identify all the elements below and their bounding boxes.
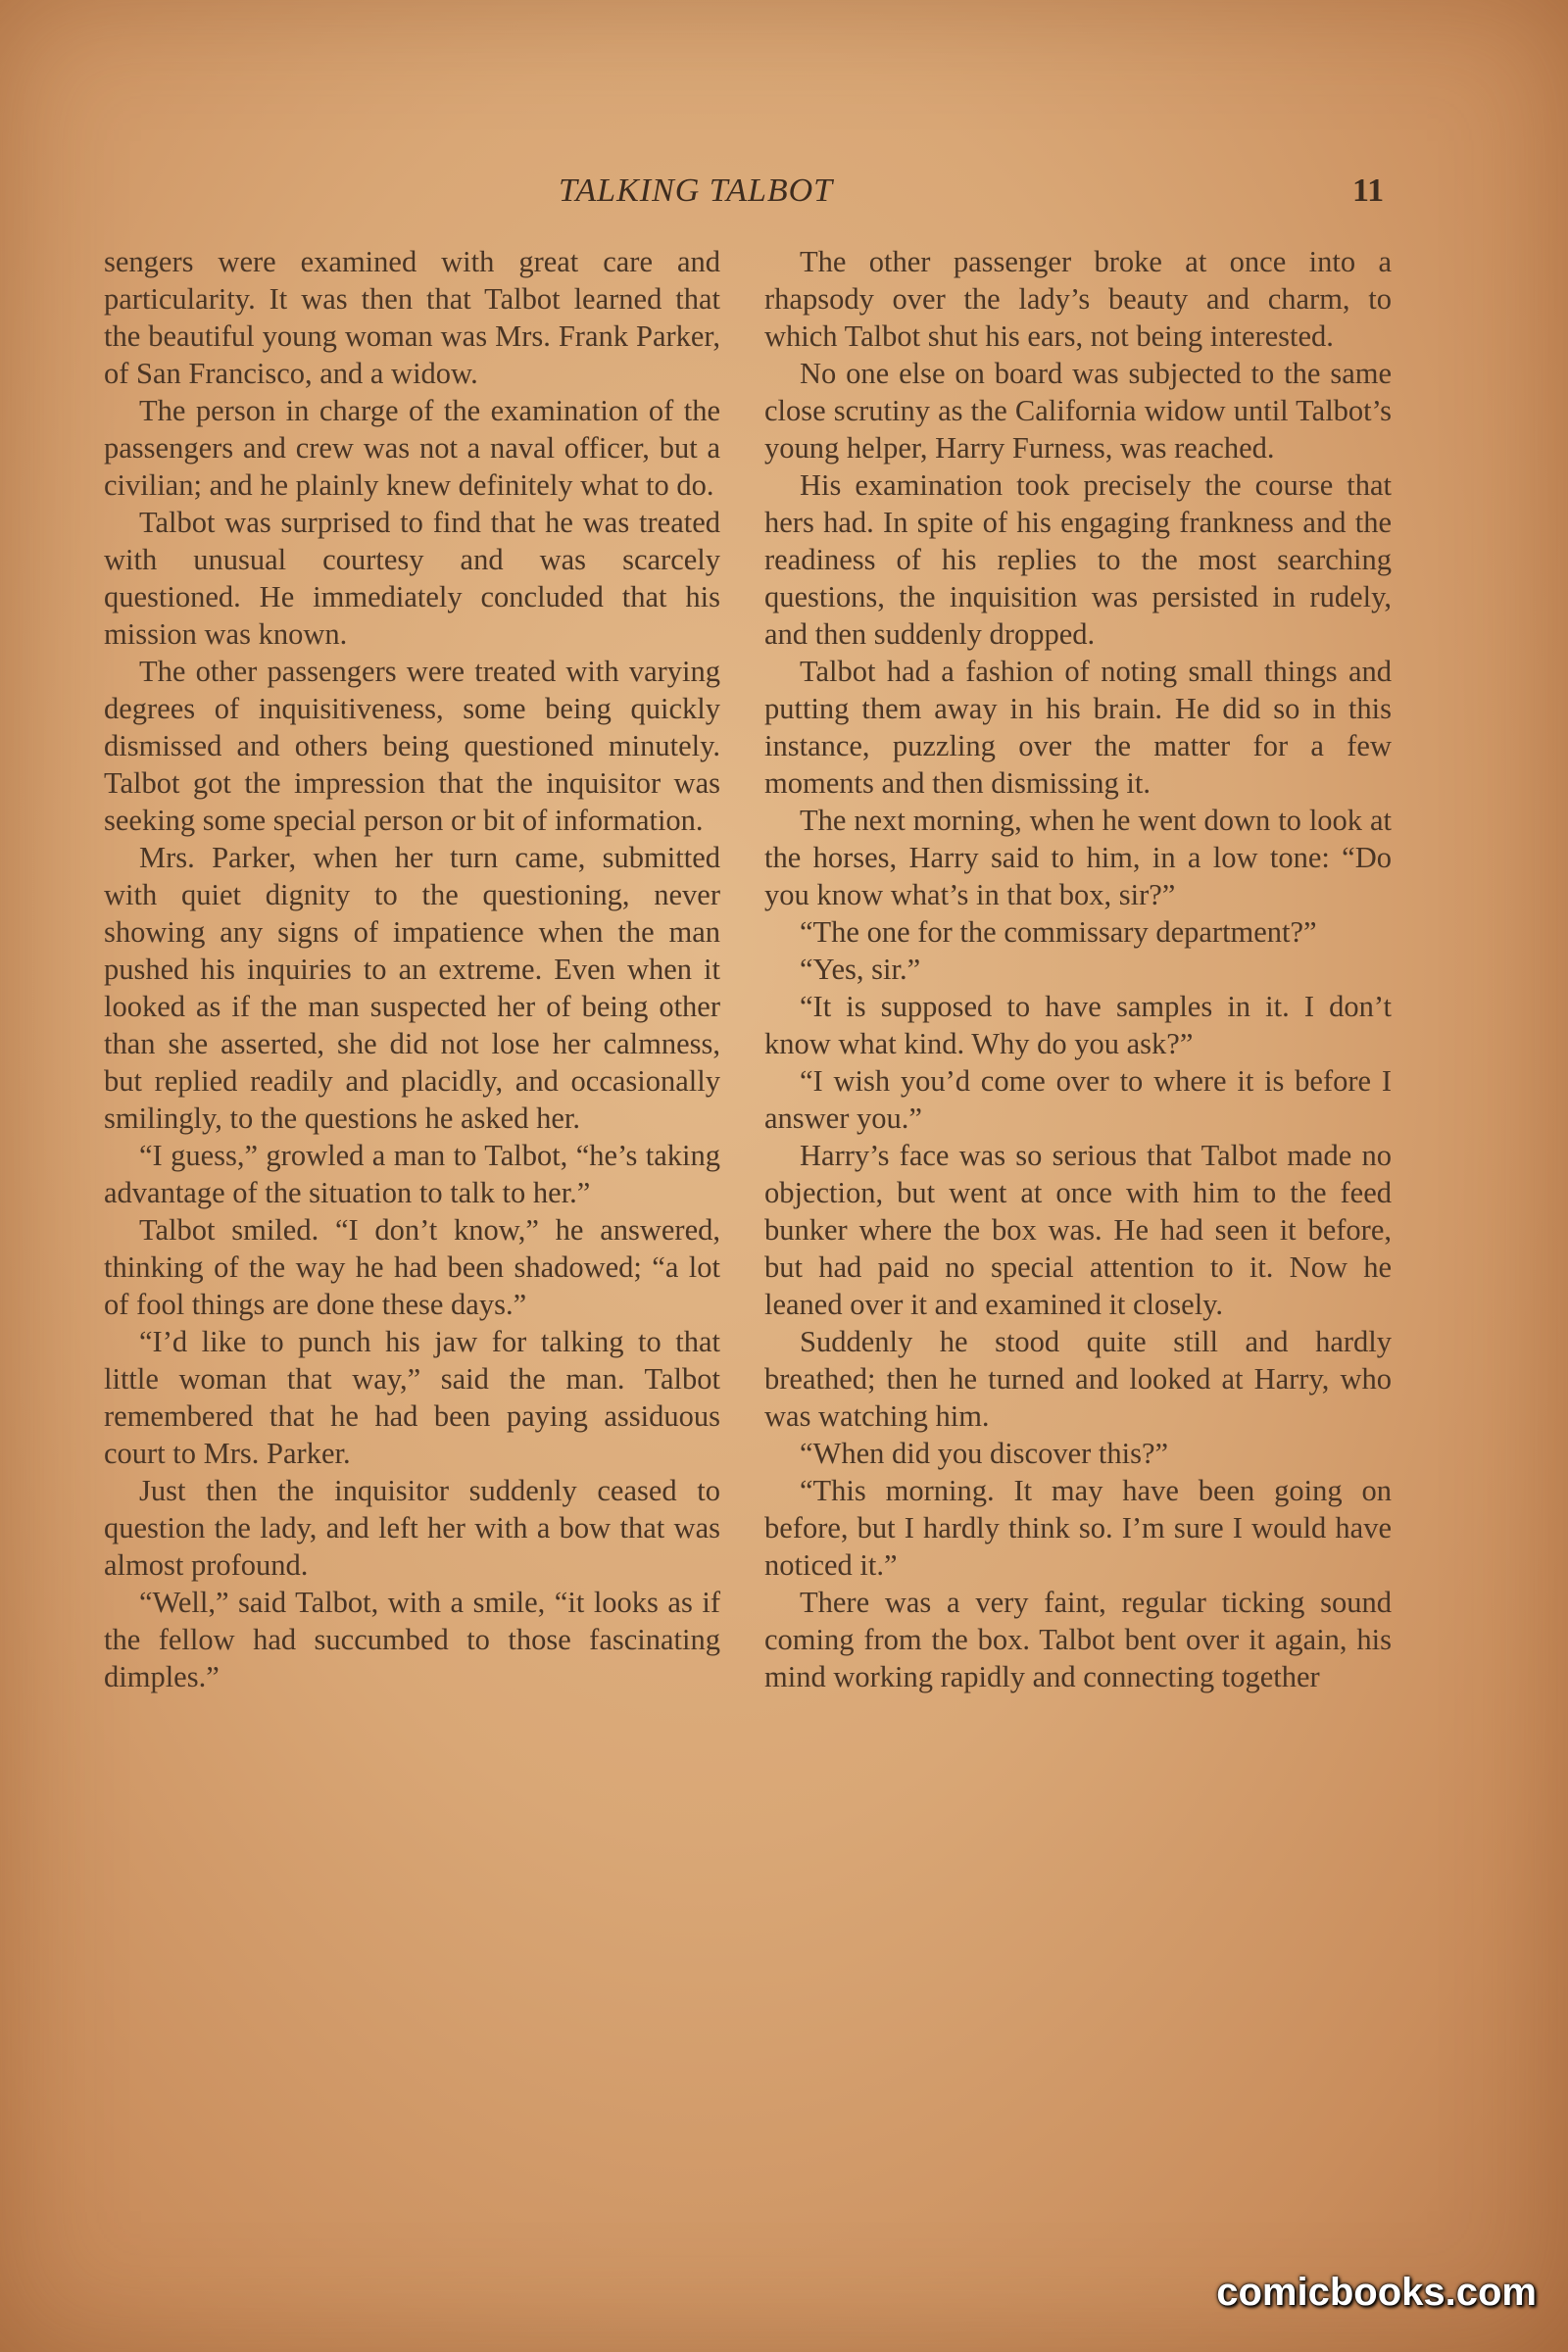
paragraph: “I guess,” growled a man to Talbot, “he’s taking advantage of the situation to talk to her.” <box>104 1139 720 1209</box>
paragraph: His examination took precisely the course that hers had. In spite of his engaging frankness and the readiness of his replies to the most searching questions, the inquisition was persisted in rudely, and then suddenly dropped. <box>764 468 1392 651</box>
paragraph: The person in charge of the examination of the passengers and crew was not a naval officer, but a civilian; and he plainly knew definitely what to do. <box>104 394 720 502</box>
paragraph: “I’d like to punch his jaw for talking to that little woman that way,” said the man. Talbot remembered that he had been paying assiduous court to Mrs. Parker. <box>104 1325 720 1470</box>
paragraph: sengers were examined with great care and particularity. It was then that Talbot learned that the beautiful young woman was Mrs. Frank Parker, of San Francisco, and a widow. <box>104 245 720 390</box>
paragraph: Suddenly he stood quite still and hardly breathed; then he turned and looked at Harry, who was watching him. <box>764 1325 1392 1433</box>
paragraph: Talbot was surprised to find that he was treated with unusual courtesy and was scarcely questioned. He immediately concluded that his mission was known. <box>104 506 720 651</box>
paragraph: “The one for the commissary department?” <box>800 915 1317 949</box>
right-column <box>764 243 1392 1695</box>
paragraph: “It is supposed to have samples in it. I don’t know what kind. Why do you ask?” <box>764 990 1392 1060</box>
paragraph: There was a very faint, regular ticking sound coming from the box. Talbot bent over it again, his mind working rapidly and connecting together <box>764 1586 1392 1693</box>
left-column <box>104 243 720 1695</box>
page-header <box>0 172 1568 221</box>
paragraph: The other passenger broke at once into a rhapsody over the lady’s beauty and charm, to which Talbot shut his ears, not being interested. <box>764 245 1392 353</box>
paragraph: Talbot smiled. “I don’t know,” he answered, thinking of the way he had been shadowed; “a lot of fool things are done these days.” <box>104 1213 720 1321</box>
running-title: TALKING TALBOT <box>559 172 834 209</box>
paragraph: Talbot had a fashion of noting small things and putting them away in his brain. He did so in this instance, puzzling over the matter for a few moments and then dismissing it. <box>764 655 1392 800</box>
paragraph: No one else on board was subjected to the same close scrutiny as the California widow until Talbot’s young helper, Harry Furness, was reached. <box>764 357 1392 465</box>
paragraph: “This morning. It may have been going on before, but I hardly think so. I’m sure I would have noticed it.” <box>764 1474 1392 1582</box>
page-number: 11 <box>1352 172 1385 209</box>
paragraph: Harry’s face was so serious that Talbot made no objection, but went at once with him to the feed bunker where the box was. He had seen it before, but had paid no special attention to it. Now he leaned over it and examined it closely. <box>764 1139 1392 1321</box>
paragraph: The other passengers were treated with varying degrees of inquisitiveness, some being quickly dismissed and others being questioned minutely. Talbot got the impression that the inquisitor was seeking some special person or bit of information. <box>104 655 720 837</box>
paragraph: “When did you discover this?” <box>800 1437 1169 1470</box>
watermark: comicbooks.com <box>1216 2271 1537 2314</box>
paragraph: The next morning, when he went down to look at the horses, Harry said to him, in a low tone: “Do you know what’s in that box, sir?” <box>764 804 1392 911</box>
paragraph: “Yes, sir.” <box>800 953 921 986</box>
paragraph: Just then the inquisitor suddenly ceased to question the lady, and left her with a bow that was almost profound. <box>104 1474 720 1582</box>
paragraph: Mrs. Parker, when her turn came, submitted with quiet dignity to the questioning, never showing any signs of impatience when the man pushed his inquiries to an extreme. Even when it looked as if the man suspected her of being other than she asserted, she did not lose her calmness, but replied readily and placidly, and occasionally smilingly, to the questions he asked her. <box>104 841 720 1135</box>
paragraph: “I wish you’d come over to where it is before I answer you.” <box>764 1064 1392 1135</box>
paragraph: “Well,” said Talbot, with a smile, “it looks as if the fellow had succumbed to those fascinating dimples.” <box>104 1586 720 1693</box>
